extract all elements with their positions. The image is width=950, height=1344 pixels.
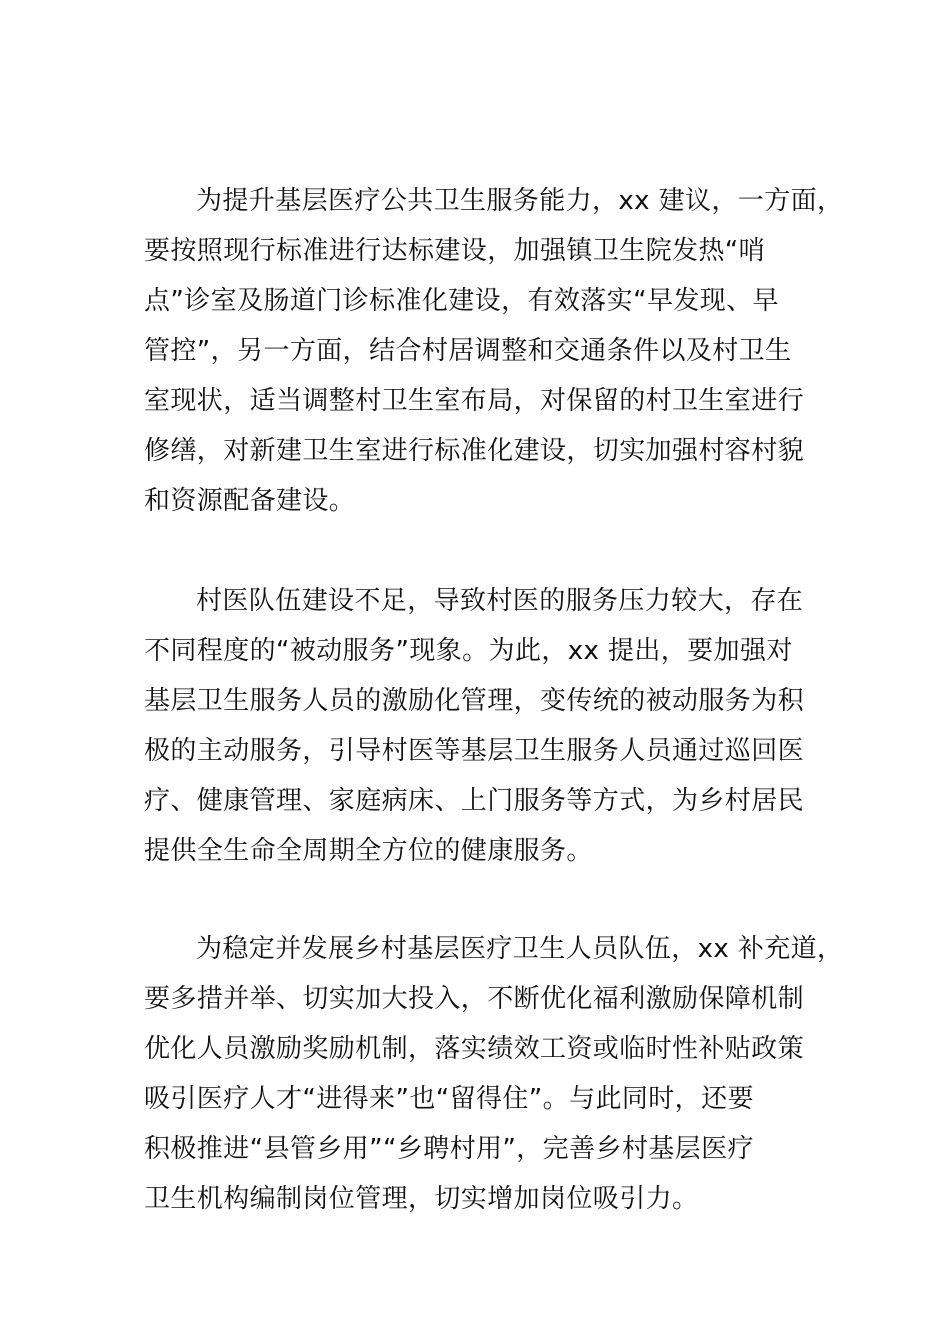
text-line: 管控”，另一方面，结合村居调整和交通条件以及村卫生 [144, 336, 792, 366]
text-line: 优化人员激励奖励机制，落实绩效工资或临时性补贴政策 [144, 1034, 805, 1064]
text-line: 点”诊室及肠道门诊标准化建设，有效落实“早发现、早 [144, 286, 779, 316]
text-line: 和资源配备建设。 [144, 486, 356, 516]
text-line: 疗、健康管理、家庭病床、上门服务等方式，为乡村居民 [144, 786, 805, 816]
text-line: 室现状，适当调整村卫生室布局，对保留的村卫生室进行 [144, 386, 805, 416]
text-line: 要按照现行标准进行达标建设，加强镇卫生院发热“哨 [144, 236, 766, 266]
text-line: 提供全生命全周期全方位的健康服务。 [144, 836, 593, 866]
text-line: 卫生机构编制岗位管理，切实增加岗位吸引力。 [144, 1184, 699, 1214]
text-line: 修缮，对新建卫生室进行标准化建设，切实加强村容村貌 [144, 436, 805, 466]
text-line: 积极推进“县管乡用”“乡聘村用”，完善乡村基层医疗 [144, 1134, 754, 1164]
text-line: 要多措并举、切实加大投入，不断优化福利激励保障机制 [144, 984, 805, 1014]
text-line: 基层卫生服务人员的激励化管理，变传统的被动服务为积 [144, 686, 805, 716]
text-line: 村医队伍建设不足，导致村医的服务压力较大，存在 [196, 586, 804, 616]
text-line: 为稳定并发展乡村基层医疗卫生人员队伍，xx 补充道， [196, 934, 844, 964]
text-line: 极的主动服务，引导村医等基层卫生服务人员通过巡回医 [144, 736, 805, 766]
text-line: 吸引医疗人才“进得来”也“留得住”。与此同时，还要 [144, 1084, 754, 1114]
text-line: 不同程度的“被动服务”现象。为此，xx 提出，要加强对 [144, 636, 793, 666]
text-line: 为提升基层医疗公共卫生服务能力，xx 建议，一方面， [196, 186, 844, 216]
